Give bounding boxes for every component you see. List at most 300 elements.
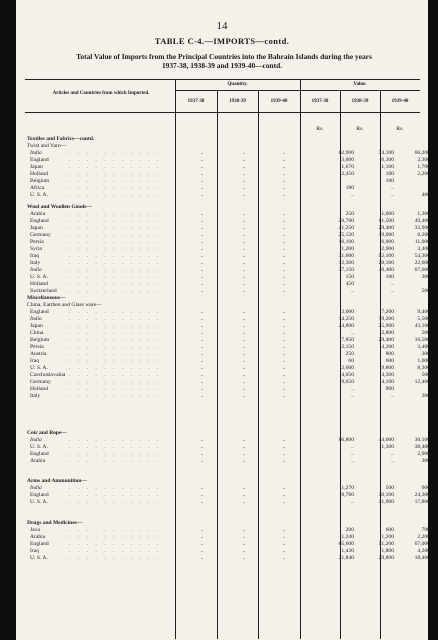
value-cell: 1,430 <box>341 548 354 554</box>
value-cell: 14,250 <box>338 316 354 322</box>
quantity-cell: .. <box>200 157 204 163</box>
quantity-cell: .. <box>242 337 246 343</box>
quantity-cell: .. <box>282 267 286 273</box>
table-row <box>25 267 430 274</box>
value-cell: 2,900 <box>417 451 430 457</box>
quantity-cell: .. <box>200 379 204 385</box>
leader-dots: . . . . . . . . . . . <box>69 358 162 364</box>
quantity-cell: .. <box>282 239 286 245</box>
quantity-cell: .. <box>200 171 204 177</box>
value-cell: 8,300 <box>417 365 430 371</box>
leader-dots: . . . . . . . . . . . <box>69 386 162 392</box>
value-cell: 67,600 <box>414 267 430 273</box>
value-cell: 1,300 <box>417 211 430 217</box>
value-cell: 51,200 <box>378 541 394 547</box>
value-cell: .. <box>391 451 394 457</box>
quantity-cell: .. <box>282 451 286 457</box>
value-cell: 11,000 <box>414 239 430 245</box>
table-section <box>25 204 430 295</box>
section-heading: Miscellaneous— <box>27 295 66 301</box>
country-name: U. S. A. <box>30 444 48 450</box>
quantity-cell: .. <box>200 555 204 561</box>
quantity-cell: .. <box>282 492 286 498</box>
quantity-cell: .. <box>242 267 246 273</box>
quantity-cell: .. <box>242 492 246 498</box>
value-cell: 1,670 <box>341 164 354 170</box>
country-name: England <box>30 541 49 547</box>
quantity-cell: .. <box>282 260 286 266</box>
value-cell: 24,800 <box>338 323 354 329</box>
value-cell: 19,200 <box>378 316 394 322</box>
country-name: China, Earthen and Glass ware— <box>27 302 102 308</box>
leader-dots: . . . . . . . . . . . <box>69 316 162 322</box>
table-row <box>25 534 430 541</box>
quantity-cell: .. <box>282 351 286 357</box>
value-cell: 40,400 <box>378 267 394 273</box>
value-cell: 1,200 <box>381 534 394 540</box>
leader-dots: . . . . . . . . . . . <box>69 379 162 385</box>
leader-dots: . . . . . . . . . . . <box>69 344 162 350</box>
table-row <box>25 288 430 295</box>
table-row <box>25 316 430 323</box>
document-page <box>16 0 428 640</box>
quantity-cell: .. <box>200 499 204 505</box>
table-subtitle: Total Value of Imports from the Principal Countries into the Bahrain Islands during the years <box>76 52 372 61</box>
country-name: Iraq <box>30 253 40 259</box>
value-cell: 5,500 <box>417 316 430 322</box>
table-row <box>25 393 430 400</box>
value-cell: 2,150 <box>341 344 354 350</box>
value-cell: 43,100 <box>414 323 430 329</box>
value-cell: 19,000 <box>378 232 394 238</box>
country-name: U. S. A. <box>30 555 48 561</box>
value-cell: 1,100 <box>381 164 394 170</box>
value-cell: .. <box>391 458 394 464</box>
quantity-cell: .. <box>200 485 204 491</box>
quantity-cell: .. <box>200 437 204 443</box>
table-row <box>25 274 430 281</box>
country-name: England <box>30 157 49 163</box>
country-name: Belgium <box>30 337 50 343</box>
quantity-cell: .. <box>282 365 286 371</box>
quantity-cell: .. <box>242 548 246 554</box>
value-cell: 6,000 <box>381 239 394 245</box>
quantity-cell: .. <box>282 211 286 217</box>
value-cell: 300 <box>421 274 430 280</box>
leader-dots: . . . . . . . . . . . <box>69 274 162 280</box>
value-cell: 900 <box>385 386 394 392</box>
table-row <box>25 548 430 555</box>
value-cell: 24,300 <box>414 492 430 498</box>
country-name: India <box>30 267 42 273</box>
quantity-cell: .. <box>242 239 246 245</box>
table-row <box>25 309 430 316</box>
table-title: TABLE C-4.—IMPORTS—contd. <box>154 36 290 46</box>
value-cell: .. <box>351 451 354 457</box>
value-cell: 29,400 <box>378 337 394 343</box>
unit-label: Rs. <box>396 126 404 132</box>
leader-dots: . . . . . . . . . . . <box>69 267 162 273</box>
leader-dots: . . . . . . . . . . . <box>69 171 162 177</box>
value-cell: 1,000 <box>417 358 430 364</box>
quantity-cell: .. <box>242 344 246 350</box>
leader-dots: . . . . . . . . . . . <box>69 337 162 343</box>
table-row <box>25 555 430 562</box>
quantity-cell: .. <box>242 386 246 392</box>
quantity-cell: .. <box>200 274 204 280</box>
quantity-cell: .. <box>282 246 286 252</box>
value-cell: .. <box>427 178 430 184</box>
leader-dots: . . . . . . . . . . . <box>69 211 162 217</box>
quantity-cell: .. <box>282 555 286 561</box>
value-cell: 600 <box>421 485 430 491</box>
quantity-cell: .. <box>242 555 246 561</box>
quantity-cell: .. <box>200 185 204 191</box>
quantity-cell: .. <box>242 309 246 315</box>
quantity-cell: .. <box>242 437 246 443</box>
quantity-cell: .. <box>200 386 204 392</box>
value-cell: 26,700 <box>338 218 354 224</box>
table-row <box>25 492 430 499</box>
country-name: Arabia <box>30 211 46 217</box>
quantity-cell: .. <box>200 246 204 252</box>
leader-dots: . . . . . . . . . . . <box>69 323 162 329</box>
value-cell: 30,100 <box>378 492 394 498</box>
quantity-cell: .. <box>200 288 204 294</box>
value-cell: 4,100 <box>381 379 394 385</box>
quantity-cell: .. <box>242 274 246 280</box>
quantity-cell: .. <box>282 281 286 287</box>
value-cell: 4,200 <box>417 548 430 554</box>
quantity-cell: .. <box>200 372 204 378</box>
country-name: U. S. A. <box>30 192 48 198</box>
table-row <box>25 171 430 178</box>
section-heading: Coir and Rope— <box>27 430 67 436</box>
table-row <box>25 143 420 150</box>
table-row <box>25 372 430 379</box>
value-cell: 17,800 <box>414 499 430 505</box>
value-cell: 100 <box>385 171 394 177</box>
country-name: Italy <box>30 393 41 399</box>
quantity-cell: .. <box>242 534 246 540</box>
value-cell: .. <box>427 281 430 287</box>
value-cell: 7,200 <box>381 309 394 315</box>
table-row <box>25 302 420 309</box>
value-cell: 2,300 <box>417 157 430 163</box>
quantity-cell: .. <box>200 541 204 547</box>
country-name: Italy <box>30 260 41 266</box>
leader-dots: . . . . . . . . . . . <box>69 288 162 294</box>
quantity-cell: .. <box>200 239 204 245</box>
table-row <box>25 253 430 260</box>
value-cell: 66,800 <box>338 437 354 443</box>
country-name: England <box>30 218 49 224</box>
leader-dots: . . . . . . . . . . . <box>69 192 162 198</box>
quantity-cell: .. <box>242 351 246 357</box>
table-row <box>25 164 430 171</box>
quantity-cell: .. <box>242 393 246 399</box>
value-cell: 2,200 <box>417 534 430 540</box>
quantity-cell: .. <box>200 218 204 224</box>
quantity-cell: .. <box>200 527 204 533</box>
value-cell: 4,300 <box>381 372 394 378</box>
table-row <box>25 246 430 253</box>
quantity-cell: .. <box>282 218 286 224</box>
country-name: Belgium <box>30 178 50 184</box>
quantity-cell: .. <box>282 534 286 540</box>
country-name: India <box>30 150 42 156</box>
quantity-cell: .. <box>242 164 246 170</box>
table-section <box>25 520 430 562</box>
table-row <box>25 157 430 164</box>
section-heading: Arms and Ammunition— <box>27 478 87 484</box>
table-row <box>25 444 430 451</box>
section-heading: Drugs and Medicines— <box>27 520 83 526</box>
leader-dots: . . . . . . . . . . . <box>69 372 162 378</box>
value-cell: 12,300 <box>338 260 354 266</box>
value-cell: 61,500 <box>378 218 394 224</box>
quantity-cell: .. <box>282 185 286 191</box>
quantity-cell: .. <box>282 444 286 450</box>
leader-dots: . . . . . . . . . . . <box>69 185 162 191</box>
country-name: China <box>30 330 44 336</box>
quantity-cell: .. <box>282 232 286 238</box>
unit-label: Rs. <box>316 126 324 132</box>
table-section <box>25 136 430 199</box>
value-cell: 500 <box>421 330 430 336</box>
table-section <box>25 430 430 465</box>
value-cell: .. <box>351 393 354 399</box>
leader-dots: . . . . . . . . . . . <box>69 330 162 336</box>
quantity-cell: .. <box>200 337 204 343</box>
quantity-cell: .. <box>242 444 246 450</box>
value-cell: 25,120 <box>338 232 354 238</box>
value-cell: 21,840 <box>338 555 354 561</box>
quantity-cell: .. <box>200 260 204 266</box>
quantity-cell: .. <box>282 316 286 322</box>
country-name: U. S. A. <box>30 274 48 280</box>
country-name: Austria <box>30 351 47 357</box>
value-cell: 10,500 <box>414 337 430 343</box>
value-cell: 11,300 <box>378 444 394 450</box>
value-cell: 60 <box>348 358 354 364</box>
country-name: Iraq <box>30 358 40 364</box>
quantity-cell: .. <box>282 548 286 554</box>
quantity-cell: .. <box>200 451 204 457</box>
quantity-cell: .. <box>282 225 286 231</box>
value-cell: 33,900 <box>414 225 430 231</box>
value-cell: .. <box>351 330 354 336</box>
year-header: 1937-38 <box>311 99 329 104</box>
value-cell: 74,100 <box>378 150 394 156</box>
country-name: England <box>30 309 49 315</box>
quantity-cell: .. <box>242 185 246 191</box>
quantity-cell: .. <box>282 171 286 177</box>
value-cell: 52,100 <box>378 253 394 259</box>
table-row <box>25 485 430 492</box>
table-row <box>25 358 430 365</box>
value-cell: 3,000 <box>341 157 354 163</box>
leader-dots: . . . . . . . . . . . <box>69 437 162 443</box>
value-cell: 450 <box>345 281 354 287</box>
quantity-cell: .. <box>282 485 286 491</box>
value-cell: 200 <box>345 527 354 533</box>
quantity-cell: .. <box>242 171 246 177</box>
quantity-cell: .. <box>200 323 204 329</box>
quantity-cell: .. <box>242 372 246 378</box>
country-name: Japan <box>30 225 43 231</box>
value-cell: 2,600 <box>341 365 354 371</box>
leader-dots: . . . . . . . . . . . <box>69 309 162 315</box>
country-name: England <box>30 451 49 457</box>
value-cell: 2,200 <box>417 171 430 177</box>
section-heading: Wool and Woollen Goods— <box>27 204 92 210</box>
value-cell: 18,400 <box>414 555 430 561</box>
year-header: 1938-39 <box>229 99 246 104</box>
quantity-cell: .. <box>282 358 286 364</box>
header-bottom-rule <box>25 112 420 113</box>
value-cell: 300 <box>421 458 430 464</box>
value-cell: .. <box>427 185 430 191</box>
quantity-cell: .. <box>200 444 204 450</box>
value-cell: .. <box>391 393 394 399</box>
quantity-cell: .. <box>200 358 204 364</box>
table-row <box>25 323 430 330</box>
leader-dots: . . . . . . . . . . . <box>69 541 162 547</box>
country-name: U. S. A. <box>30 365 48 371</box>
value-cell: 9,800 <box>381 365 394 371</box>
quantity-cell: .. <box>200 281 204 287</box>
value-cell: 250 <box>345 351 354 357</box>
leader-dots: . . . . . . . . . . . <box>69 246 162 252</box>
quantity-cell: .. <box>242 316 246 322</box>
table-row <box>25 365 430 372</box>
quantity-cell: .. <box>200 309 204 315</box>
country-name: India <box>30 316 42 322</box>
country-name: Japan <box>30 164 43 170</box>
country-name: Holland <box>30 386 49 392</box>
quantity-cell: .. <box>242 281 246 287</box>
value-cell: .. <box>351 288 354 294</box>
value-cell: 22,600 <box>414 260 430 266</box>
value-cell: 31,600 <box>338 253 354 259</box>
table-subtitle-years: 1937-38, 1938-39 and 1939-40—contd. <box>161 61 283 70</box>
value-cell: 38,400 <box>414 444 430 450</box>
year-header: 1938-39 <box>351 99 369 104</box>
leader-dots: . . . . . . . . . . . <box>69 225 162 231</box>
quantity-cell: .. <box>242 451 246 457</box>
value-cell: .. <box>427 386 430 392</box>
table-row <box>25 451 430 458</box>
quantity-cell: .. <box>200 192 204 198</box>
country-name: Persia <box>30 344 44 350</box>
country-name: Japan <box>30 323 43 329</box>
leader-dots: . . . . . . . . . . . <box>69 365 162 371</box>
value-cell: 12,400 <box>414 379 430 385</box>
quantity-cell: .. <box>200 330 204 336</box>
value-cell: 2,450 <box>341 171 354 177</box>
leader-dots: . . . . . . . . . . . <box>69 485 162 491</box>
table-row <box>25 260 430 267</box>
quantity-cell: .. <box>282 192 286 198</box>
value-cell: 250 <box>345 211 354 217</box>
value-cell: 41,000 <box>378 499 394 505</box>
leader-dots: . . . . . . . . . . . <box>69 534 162 540</box>
quantity-cell: .. <box>282 330 286 336</box>
table-row <box>25 437 430 444</box>
quantity-cell: .. <box>282 379 286 385</box>
quantity-cell: .. <box>242 527 246 533</box>
quantity-cell: .. <box>200 365 204 371</box>
table-row <box>25 178 430 185</box>
table-row <box>25 351 430 358</box>
quantity-cell: .. <box>200 351 204 357</box>
quantity-cell: .. <box>242 150 246 156</box>
leader-dots: . . . . . . . . . . . <box>69 253 162 259</box>
leader-dots: . . . . . . . . . . . <box>69 458 162 464</box>
value-cell: 66,200 <box>414 150 430 156</box>
leader-dots: . . . . . . . . . . . <box>69 157 162 163</box>
leader-dots: . . . . . . . . . . . <box>69 232 162 238</box>
quantity-cell: .. <box>242 218 246 224</box>
quantity-cell: .. <box>200 225 204 231</box>
value-cell: 41,250 <box>338 225 354 231</box>
quantity-header: Quantity. <box>227 82 248 87</box>
quantity-cell: .. <box>282 157 286 163</box>
table-section <box>25 295 430 400</box>
value-cell: 4,050 <box>341 372 354 378</box>
value-cell: 600 <box>385 527 394 533</box>
table-row <box>25 232 430 239</box>
country-name: Arabia <box>30 458 46 464</box>
quantity-cell: .. <box>242 288 246 294</box>
value-cell: 25,900 <box>378 323 394 329</box>
quantity-cell: .. <box>242 211 246 217</box>
country-name: Switzerland <box>30 288 57 294</box>
value-cell: 1,700 <box>417 164 430 170</box>
quantity-cell: .. <box>242 246 246 252</box>
quantity-cell: .. <box>242 232 246 238</box>
quantity-cell: .. <box>282 309 286 315</box>
value-cell: 500 <box>385 485 394 491</box>
table-row <box>25 185 430 192</box>
quantity-cell: .. <box>282 150 286 156</box>
country-name: England <box>30 492 49 498</box>
country-name: Africa <box>30 185 45 191</box>
quantity-cell: .. <box>200 492 204 498</box>
leader-dots: . . . . . . . . . . . <box>69 444 162 450</box>
quantity-cell: .. <box>282 372 286 378</box>
value-cell: 6,300 <box>381 157 394 163</box>
leader-dots: . . . . . . . . . . . <box>69 281 162 287</box>
quantity-cell: .. <box>282 386 286 392</box>
value-cell: .. <box>391 185 394 191</box>
country-name: Holland <box>30 281 49 287</box>
quantity-cell: .. <box>242 192 246 198</box>
value-cell: 300 <box>421 393 430 399</box>
quantity-cell: .. <box>282 323 286 329</box>
quantity-cell: .. <box>200 178 204 184</box>
quantity-cell: .. <box>242 178 246 184</box>
value-cell: 62,900 <box>338 150 354 156</box>
table-row <box>25 527 430 534</box>
value-cell: 9,400 <box>417 309 430 315</box>
quantity-cell: .. <box>242 485 246 491</box>
quantity-cell: .. <box>200 164 204 170</box>
value-cell: .. <box>391 192 394 198</box>
year-header: 1939-40 <box>391 99 409 104</box>
value-cell: 600 <box>385 358 394 364</box>
